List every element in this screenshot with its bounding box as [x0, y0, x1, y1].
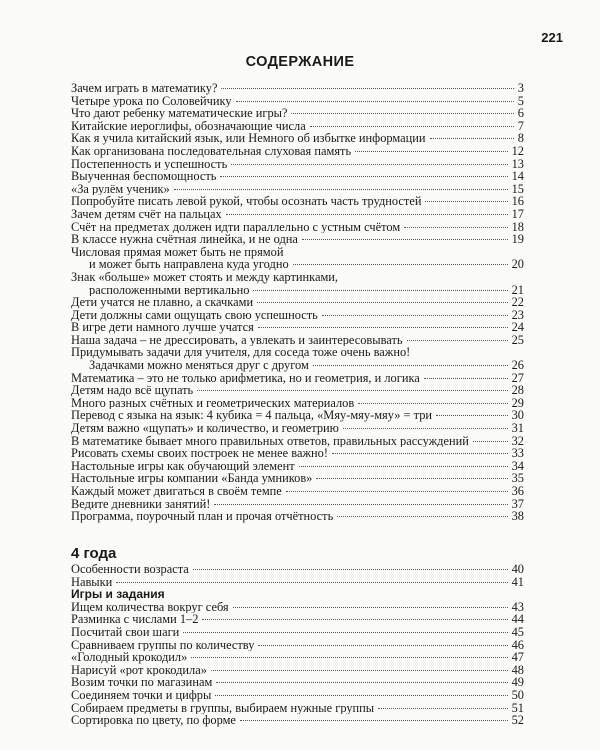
toc-entry-page: 25 [511, 332, 524, 347]
toc-entry-title: Соединяем точки и цифры [71, 688, 212, 702]
toc-entry-page: 47 [511, 650, 524, 665]
dot-leader [313, 365, 508, 366]
toc-entry-page: 18 [511, 219, 524, 234]
toc-entry [71, 284, 524, 297]
toc-entry-page: 12 [511, 143, 524, 158]
dot-leader [174, 189, 508, 190]
toc-entry-line: Числовая прямая может быть не прямой [71, 244, 284, 259]
toc-entry-page: 40 [511, 562, 524, 576]
toc-entry-page: 51 [511, 700, 524, 715]
dot-leader [291, 113, 513, 114]
dot-leader [355, 151, 508, 152]
dot-leader [183, 632, 507, 633]
toc-entry-page: 27 [511, 370, 524, 385]
toc-entry-title: Постепенность и успешность [71, 157, 228, 171]
toc-entry [71, 422, 524, 435]
toc-entry-page: 28 [511, 383, 524, 398]
toc-entry-page: 15 [511, 181, 524, 196]
toc-entry-title: Зачем детям счёт на пальцах [71, 207, 222, 221]
toc-entry-page: 7 [517, 118, 524, 133]
toc-entry-title: Счёт на предметах должен идти параллельно с устным счётом [71, 220, 401, 234]
toc-entry-page: 8 [517, 131, 524, 146]
toc-entry-title: Собираем предметы в группы, выбираем нужные группы [71, 701, 375, 715]
toc-entry [71, 651, 524, 664]
toc-entry-title: Что дают ребенку математические игры? [71, 107, 288, 120]
toc-entry [71, 460, 524, 473]
page-number: 221 [541, 30, 563, 45]
toc-entry-title: Математика – это не только арифметика, но и геометрия, и логика [71, 371, 420, 385]
dot-leader [193, 569, 508, 570]
toc-entry-page: 17 [511, 206, 524, 221]
toc-entry-title: Зачем играть в математику? [71, 82, 218, 95]
toc-entry [71, 170, 524, 183]
toc-entry-page: 43 [511, 599, 524, 614]
toc-entry [71, 309, 524, 322]
toc-entry [71, 485, 524, 498]
dot-leader [236, 101, 514, 102]
dot-leader [322, 315, 508, 316]
toc-entry-title: Китайские иероглифы, обозначающие числа [71, 119, 306, 133]
toc-entry-page: 38 [511, 509, 524, 524]
toc-entry-title: «Голодный крокодил» [71, 651, 188, 664]
toc-entry [71, 639, 524, 652]
toc-entry [71, 95, 524, 108]
dot-leader [214, 504, 507, 505]
dot-leader [293, 264, 508, 265]
toc-entry [71, 321, 524, 334]
toc-entry [71, 498, 524, 511]
dot-leader [226, 214, 508, 215]
dot-leader [202, 619, 507, 620]
toc-entry [71, 82, 524, 95]
toc-entry-title: Нарисуй «рот крокодила» [71, 663, 207, 677]
toc-entry [71, 208, 524, 221]
toc-entry [71, 626, 524, 639]
toc-entry-title: Наша задача – не дрессировать, а увлекать и заинтересовывать [71, 333, 403, 347]
dot-leader [197, 390, 507, 391]
toc-entry-page: 52 [511, 713, 524, 728]
dot-leader [332, 453, 508, 454]
dot-leader [116, 582, 507, 583]
toc-entry [71, 702, 524, 715]
toc-entry-page: 36 [511, 484, 524, 498]
toc-entry-page: 34 [511, 458, 524, 473]
toc-entry [71, 221, 524, 234]
toc-entry-title: Ведите дневники занятий! [71, 497, 211, 511]
toc-entry [71, 107, 524, 120]
toc-entry-title: Как я учила китайский язык, или Немного об избытке информации [71, 132, 426, 145]
toc-entry [71, 472, 524, 485]
toc-entry-line: Знак «больше» может стоять и между картинками, [71, 269, 339, 284]
toc-entry [71, 601, 524, 614]
toc-entry [71, 145, 524, 158]
toc-entry-page: 24 [511, 320, 524, 335]
dot-leader [240, 720, 508, 721]
toc-entry-page: 26 [511, 358, 524, 373]
toc-entry-page: 49 [511, 675, 524, 690]
dot-leader [233, 607, 508, 608]
toc-entry [71, 384, 524, 397]
dot-leader [258, 327, 508, 328]
toc-entry [71, 359, 524, 372]
toc-entry-title: Разминка с числами 1–2 [71, 613, 199, 626]
toc-entry-title: В игре дети намного лучше учатся [71, 321, 254, 334]
toc-entry-title: Каждый может двигаться в своём темпе [71, 485, 282, 498]
toc-entry-page: 20 [511, 257, 524, 272]
dot-leader [425, 201, 507, 202]
toc-entry-title: Настольные игры как обучающий элемент [71, 459, 295, 473]
toc-entry-title: и может быть направлена куда угодно [89, 258, 289, 271]
toc-entry-title: Детям надо всё щупать [71, 384, 194, 397]
toc-entry-title: Рисовать схемы своих построек не менее важно! [71, 447, 328, 460]
toc-subheading: Игры и задания [71, 587, 165, 602]
dot-leader [407, 340, 508, 341]
toc-entry-title: Особенности возраста [71, 563, 189, 576]
toc-entry-page: 50 [511, 687, 524, 702]
toc-entry-title: Возим точки по магазинам [71, 676, 213, 689]
toc-entry-title: Задачками можно меняться друг с другом [89, 359, 309, 372]
toc-entry [71, 183, 524, 196]
dot-leader [286, 491, 508, 492]
toc-entry-page: 30 [511, 408, 524, 423]
toc-entry-page: 16 [511, 194, 524, 209]
dot-leader [221, 88, 513, 89]
toc-entry-title: Ищем количества вокруг себя [71, 600, 229, 614]
toc-entry-title: Сравниваем группы по количеству [71, 638, 255, 652]
toc-entry-title: Как организована последовательная слуховая память [71, 144, 352, 158]
toc-entry [71, 409, 524, 422]
toc-entry-page: 35 [511, 471, 524, 486]
dot-leader [378, 708, 507, 709]
toc-entry-page: 13 [511, 156, 524, 171]
toc-entry [71, 676, 524, 689]
dot-leader [404, 227, 507, 228]
toc-entry-page: 31 [511, 421, 524, 436]
dot-leader [310, 126, 514, 127]
toc-entry-title: Детям важно «щупать» и количество, и геометрию [71, 422, 339, 435]
toc-entry-title: расположенными вертикально [89, 283, 250, 297]
toc-entry-page: 45 [511, 624, 524, 639]
dot-leader [257, 302, 508, 303]
toc-entry [71, 296, 524, 309]
toc-entry [71, 435, 524, 448]
toc-entry-title: Посчитай свои шаги [71, 625, 180, 639]
toc-entry-title: Дети учатся не плавно, а скачками [71, 296, 254, 309]
toc-entry [71, 397, 524, 410]
toc-entry-title: Дети должны сами ощущать свою успешность [71, 308, 318, 322]
dot-leader [302, 239, 508, 240]
toc-entry-title: «За рулём ученик» [71, 182, 170, 196]
toc-entry-page: 21 [511, 282, 524, 297]
toc-entry-page: 22 [511, 295, 524, 310]
toc-entry-line: Придумывать задачи для учителя, для соседа тоже очень важно! [71, 345, 411, 360]
dot-leader [220, 176, 507, 177]
toc-entry-title: Много разных счётных и геометрических материалов [71, 396, 355, 410]
dot-leader [316, 478, 507, 479]
toc-entry [71, 233, 524, 246]
toc-entry [71, 689, 524, 702]
toc-entry-page: 6 [517, 106, 524, 121]
toc-entry-title: Программа, поурочный план и прочая отчётность [71, 510, 334, 523]
dot-leader [253, 290, 507, 291]
toc-entry [71, 372, 524, 385]
toc-entry-title: Выученная беспомощность [71, 170, 217, 183]
toc-entry [71, 158, 524, 171]
toc-entry-page: 37 [511, 496, 524, 511]
toc-entry-page: 33 [511, 446, 524, 461]
section-heading: 4 года [71, 545, 117, 562]
toc-entry-page: 32 [511, 433, 524, 448]
toc-entry [71, 510, 524, 523]
dot-leader [211, 670, 508, 671]
toc-entry [71, 563, 524, 576]
toc-entry-page: 46 [511, 637, 524, 652]
dot-leader [258, 645, 507, 646]
table-of-contents [71, 82, 524, 523]
toc-entry-page: 3 [517, 81, 524, 95]
toc-entry-title: Сортировка по цвету, по форме [71, 714, 236, 727]
toc-entry-title: Навыки [71, 575, 113, 589]
toc-entry [71, 195, 524, 208]
dot-leader [436, 415, 508, 416]
toc-entry-title: Попробуйте писать левой рукой, чтобы осознать часть трудностей [71, 195, 422, 208]
toc-entry [71, 120, 524, 133]
dot-leader [191, 657, 507, 658]
dot-leader [424, 378, 508, 379]
dot-leader [215, 695, 507, 696]
toc-entry-page: 19 [511, 232, 524, 247]
toc-entry [71, 714, 524, 727]
dot-leader [430, 138, 514, 139]
toc-entry-title: Перевод с языка на язык: 4 кубика = 4 пальца, «Мяу-мяу-мяу» = три [71, 409, 433, 423]
toc-entry-page: 23 [511, 307, 524, 322]
toc-entry [71, 132, 524, 145]
toc-entry [71, 664, 524, 677]
section-contents [71, 563, 524, 727]
toc-entry-page: 41 [511, 574, 524, 589]
toc-entry-title: В математике бывает много правильных ответов, правильных рассуждений [71, 434, 469, 448]
toc-entry-title: В классе нужна счётная линейка, и не одна [71, 233, 298, 246]
toc-entry-page: 48 [511, 662, 524, 677]
toc-entry-page: 5 [517, 93, 524, 108]
toc-entry [71, 613, 524, 626]
dot-leader [299, 466, 508, 467]
toc-entry-title: Настольные игры компании «Банда умников» [71, 472, 313, 485]
dot-leader [473, 441, 508, 442]
toc-entry-page: 29 [511, 395, 524, 410]
dot-leader [337, 516, 507, 517]
toc-entry-page: 44 [511, 612, 524, 627]
toc-entry [71, 447, 524, 460]
dot-leader [216, 682, 507, 683]
dot-leader [343, 428, 508, 429]
dot-leader [358, 403, 507, 404]
toc-entry-page: 14 [511, 169, 524, 184]
page-title: СОДЕРЖАНИЕ [245, 54, 355, 70]
toc-entry-title: Четыре урока по Соловейчику [71, 94, 232, 108]
dot-leader [231, 164, 507, 165]
